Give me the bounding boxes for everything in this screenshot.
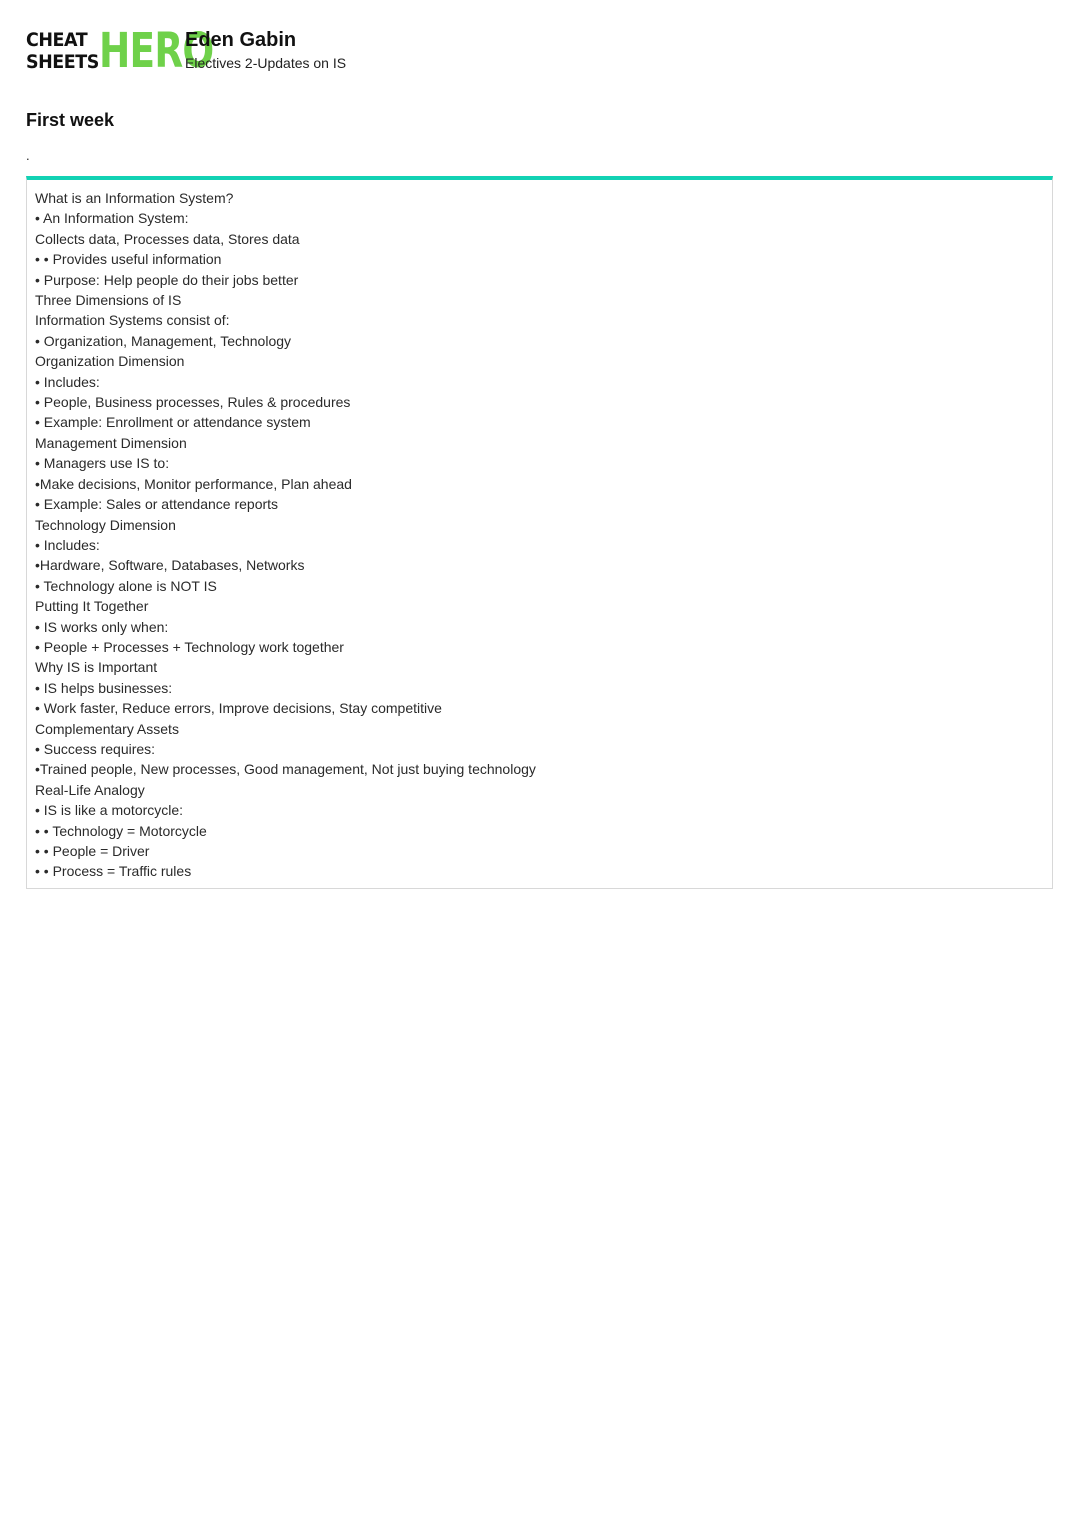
card-line: Collects data, Processes data, Stores data <box>35 230 300 247</box>
card-line: Technology Dimension <box>35 516 176 533</box>
card-line: Complementary Assets <box>35 720 179 737</box>
card-line: Putting It Together <box>35 598 149 615</box>
card-line: Why IS is Important <box>35 659 158 676</box>
card-line: • IS is like a motorcycle: <box>35 802 184 819</box>
card-line: • IS works only when: <box>35 618 169 635</box>
card-line: • An Information System: <box>35 210 189 227</box>
card-line: •Trained people, New processes, Good management, Not just buying technology <box>35 761 536 778</box>
card-line: • Example: Enrollment or attendance system <box>35 414 311 431</box>
card-line: Management Dimension <box>35 434 187 451</box>
card-line: •Make decisions, Monitor performance, Plan ahead <box>35 475 352 492</box>
card-line: • Purpose: Help people do their jobs better <box>35 271 299 288</box>
card-line: • People + Processes + Technology work together <box>35 638 344 655</box>
card-line: • Includes: <box>35 536 100 553</box>
card-line: • Work faster, Reduce errors, Improve decisions, Stay competitive <box>35 700 442 717</box>
card-line: • IS helps businesses: <box>35 679 173 696</box>
card-line: • • Process = Traffic rules <box>35 863 192 880</box>
card-line: Organization Dimension <box>35 353 185 370</box>
document-title: Electives 2-Updates on IS <box>185 55 347 71</box>
card-lines <box>35 188 1044 882</box>
section-title: First week <box>26 110 115 130</box>
card-line: • Success requires: <box>35 740 156 757</box>
card-line: •Hardware, Software, Databases, Networks <box>35 557 305 574</box>
section-note: . <box>26 148 30 163</box>
card-line: • Managers use IS to: <box>35 455 170 472</box>
card-line: • Includes: <box>35 373 100 390</box>
title-block <box>185 28 346 73</box>
card-line: • People, Business processes, Rules & procedures <box>35 394 351 411</box>
card-line: Real-Life Analogy <box>35 781 145 798</box>
author-name: Eden Gabin <box>185 29 297 51</box>
logo-text-cheat: CHEAT <box>26 29 88 51</box>
card-line: • • Technology = Motorcycle <box>35 822 207 839</box>
card-line: Information Systems consist of: <box>35 312 230 329</box>
card-line: • • People = Driver <box>35 843 150 859</box>
logo-text-hero: HERO <box>99 23 214 79</box>
logo-text-sheets: SHEETS <box>26 51 99 73</box>
card-line: • Example: Sales or attendance reports <box>35 496 279 513</box>
card-line: Three Dimensions of IS <box>35 292 182 309</box>
card-line: What is an Information System? <box>35 190 234 206</box>
card-line: • Organization, Management, Technology <box>35 332 292 349</box>
content-card <box>26 176 1053 889</box>
card-line: • Technology alone is NOT IS <box>35 577 217 594</box>
card-line: • • Provides useful information <box>35 251 222 268</box>
